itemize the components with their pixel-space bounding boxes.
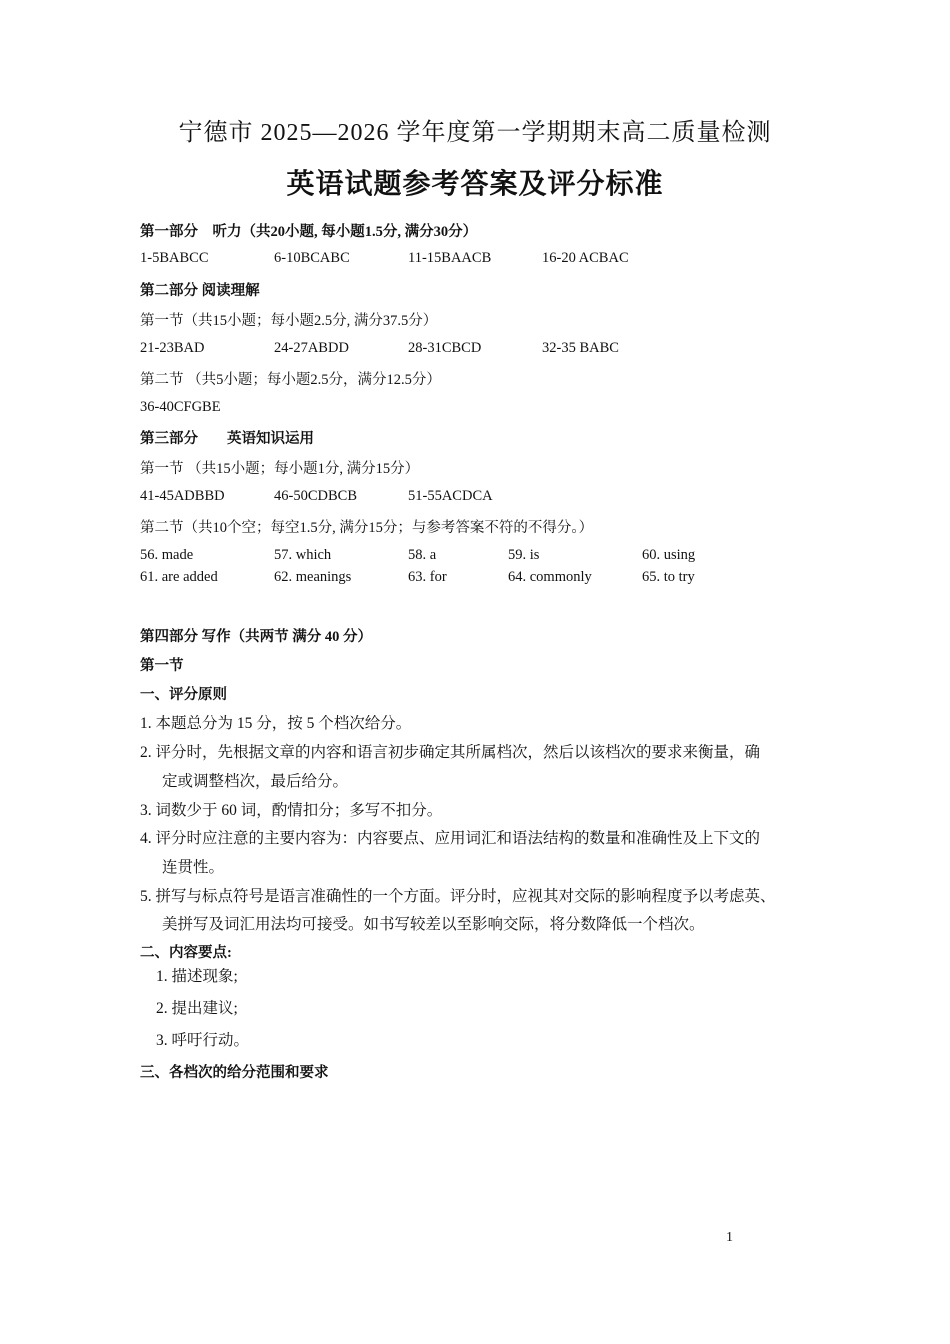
part2-section2-heading: 第二节 （共5小题；每小题2.5分，满分12.5分） [140,372,441,388]
principle-item-cont: 连贯性。 [162,859,225,876]
answer-group: 6-10BCABC [274,250,350,266]
fill-answer: 62. meanings [274,569,352,585]
principle-item-cont: 美拼写及词汇用法均可接受。如书写较差以至影响交际，将分数降低一个档次。 [162,916,705,933]
fill-answer: 64. commonly [508,569,592,585]
principle-item: 2. 评分时，先根据文章的内容和语言初步确定其所属档次，然后以该档次的要求来衡量，确 [140,744,761,761]
fill-answer: 56. made [140,547,194,563]
fill-answer: 61. are added [140,569,218,585]
principles-heading: 一、评分原则 [140,687,227,703]
principle-item-cont: 定或调整档次，最后给分。 [162,773,349,790]
part1-heading: 第一部分 听力（共20小题, 每小题1.5分, 满分30分） [140,224,478,240]
answer-group: 41-45ADBBD [140,488,225,504]
fill-answer: 63. for [408,569,447,585]
part2-section1-heading: 第一节（共15小题；每小题2.5分, 满分37.5分） [140,313,438,329]
document-title-line1: 宁德市 2025—2026 学年度第一学期期末高二质量检测 [178,120,772,146]
part4-heading: 第四部分 写作（共两节 满分 40 分） [140,629,372,645]
part3-section2-heading: 第二节（共10个空；每空1.5分, 满分15分；与参考答案不符的不得分。） [140,520,594,536]
document-title-line2: 英语试题参考答案及评分标准 [286,169,664,200]
page-number: 1 [726,1230,733,1245]
principle-item: 5. 拼写与标点符号是语言准确性的一个方面。评分时，应视其对交际的影响程度予以考虑英、 [140,888,776,905]
levels-heading: 三、各档次的给分范围和要求 [140,1065,329,1081]
part3-section1-heading: 第一节 （共15小题；每小题1分, 满分15分） [140,461,420,477]
answer-group: 51-55ACDCA [408,488,493,504]
answer-group: 46-50CDBCB [274,488,357,504]
part2-heading: 第二部分 阅读理解 [140,283,260,299]
fill-answer: 60. using [642,547,696,563]
answer-group: 28-31CBCD [408,340,482,356]
answer-group: 24-27ABDD [274,340,349,356]
answer-group: 32-35 BABC [542,340,619,356]
part3-heading: 第三部分 英语知识运用 [140,431,314,447]
content-point: 3. 呼吁行动。 [156,1032,250,1049]
fill-answer: 65. to try [642,569,695,585]
answer-group: 16-20 ACBAC [542,250,629,266]
fill-answer: 59. is [508,547,540,563]
answer-group: 11-15BAACB [408,250,492,266]
content-point: 1. 描述现象; [156,968,238,985]
answer-group: 21-23BAD [140,340,205,356]
principle-item: 4. 评分时应注意的主要内容为：内容要点、应用词汇和语法结构的数量和准确性及上下文的 [140,830,761,847]
part4-section1-heading: 第一节 [140,658,184,674]
principle-item: 3. 词数少于 60 词，酌情扣分；多写不扣分。 [140,802,443,819]
principle-item: 1. 本题总分为 15 分，按 5 个档次给分。 [140,715,412,732]
content-point: 2. 提出建议; [156,1000,238,1017]
fill-answer: 58. a [408,547,437,563]
answer-group: 1-5BABCC [140,250,209,266]
answer-group: 36-40CFGBE [140,399,221,415]
fill-answer: 57. which [274,547,332,563]
points-heading: 二、内容要点: [140,945,232,961]
